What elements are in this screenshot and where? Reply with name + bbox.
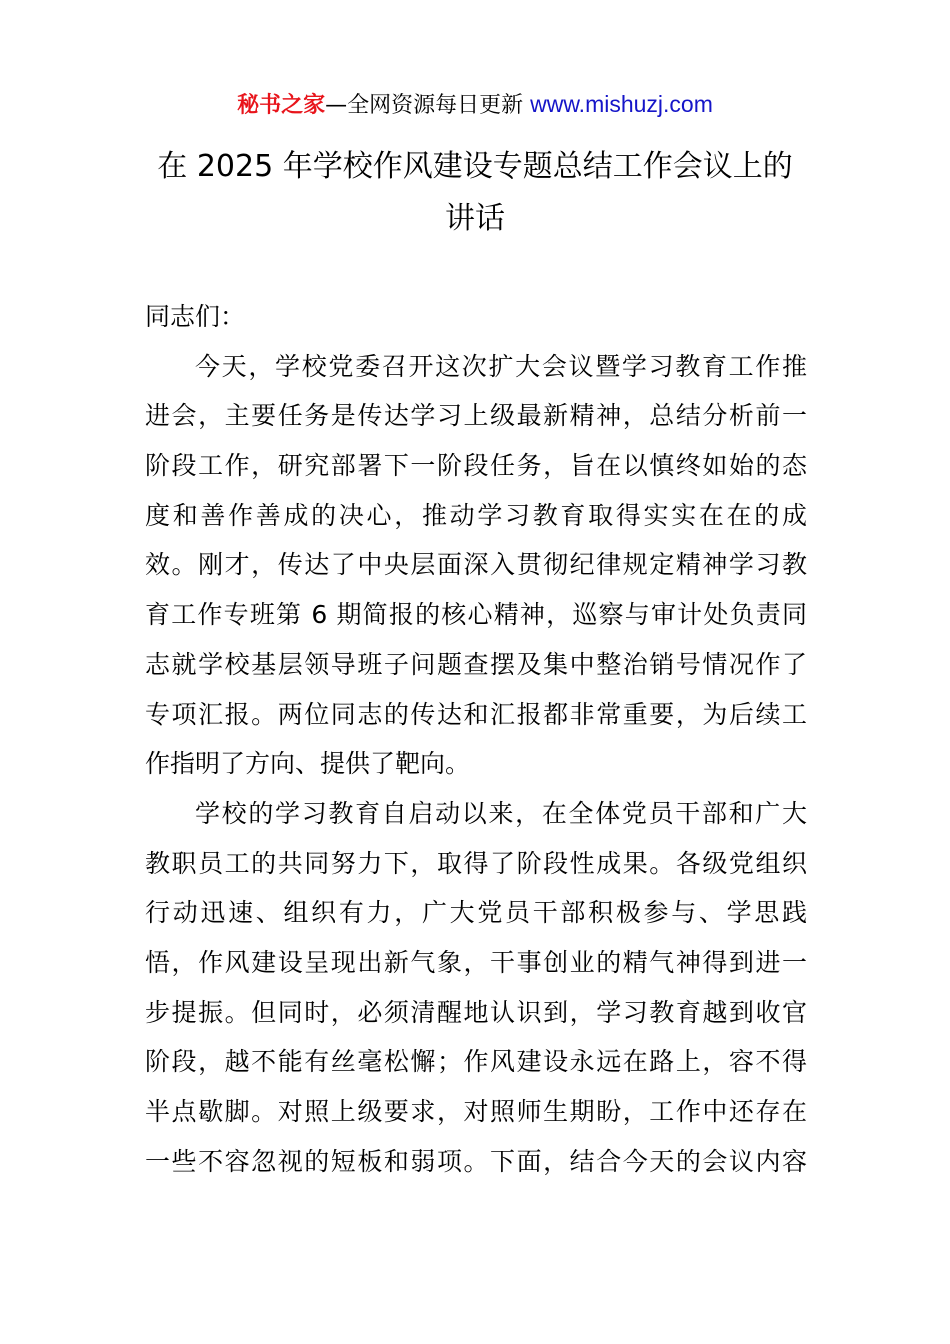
paragraph-line: 半点歇脚。对照上级要求，对照师生期盼，工作中还存在: [145, 1097, 807, 1126]
site-banner: [0, 88, 950, 122]
paragraph-line: 志就学校基层领导班子问题查摆及集中整治销号情况作了: [145, 649, 807, 679]
paragraph-line: 专项汇报。两位同志的传达和汇报都非常重要，为后续工: [145, 699, 807, 729]
paragraph-line: 行动迅速、组织有力，广大党员干部积极参与、学思践: [145, 898, 807, 928]
document-body: [145, 292, 807, 1186]
paragraph-line: 步提振。但同时，必须清醒地认识到，学习教育越到收官: [145, 997, 807, 1027]
paragraph-line: 作指明了方向、提供了靶向。: [145, 749, 471, 779]
paragraph-line: 育工作专班第 6 期简报的核心精神，巡察与审计处负责同: [145, 600, 807, 630]
paragraph-line: 进会，主要任务是传达学习上级最新精神，总结分析前一: [145, 401, 807, 431]
salutation: 同志们：: [145, 302, 246, 331]
paragraph-line: 阶段，越不能有丝毫松懈；作风建设永远在路上，容不得: [145, 1047, 807, 1077]
banner-tagline: —全网资源每日更新: [325, 93, 531, 118]
document-title-line-2: 讲话: [445, 201, 505, 236]
document-title-line-1: 在 2025 年学校作风建设专题总结工作会议上的: [157, 149, 793, 184]
paragraph: [145, 789, 807, 1187]
paragraph-line: 教职员工的共同努力下，取得了阶段性成果。各级党组织: [145, 848, 807, 878]
paragraph-line: 阶段工作，研究部署下一阶段任务，旨在以慎终如始的态: [145, 451, 807, 481]
paragraph: [145, 342, 807, 789]
paragraph-line: 学校的学习教育自启动以来，在全体党员干部和广大: [195, 798, 807, 828]
site-url-link[interactable]: www.mishuzj.com: [530, 91, 713, 117]
paragraph-line: 今天，学校党委召开这次扩大会议暨学习教育工作推: [195, 351, 807, 381]
paragraph-line: 度和善作善成的决心，推动学习教育取得实实在在的成: [145, 500, 807, 530]
paragraph-line: 效。刚才，传达了中央层面深入贯彻纪律规定精神学习教: [145, 550, 807, 580]
paragraph-line: 悟，作风建设呈现出新气象，干事创业的精气神得到进一: [145, 947, 807, 977]
brand-name: 秘书之家: [237, 93, 326, 118]
paragraph-line: 一些不容忽视的短板和弱项。下面，结合今天的会议内容: [145, 1146, 807, 1176]
